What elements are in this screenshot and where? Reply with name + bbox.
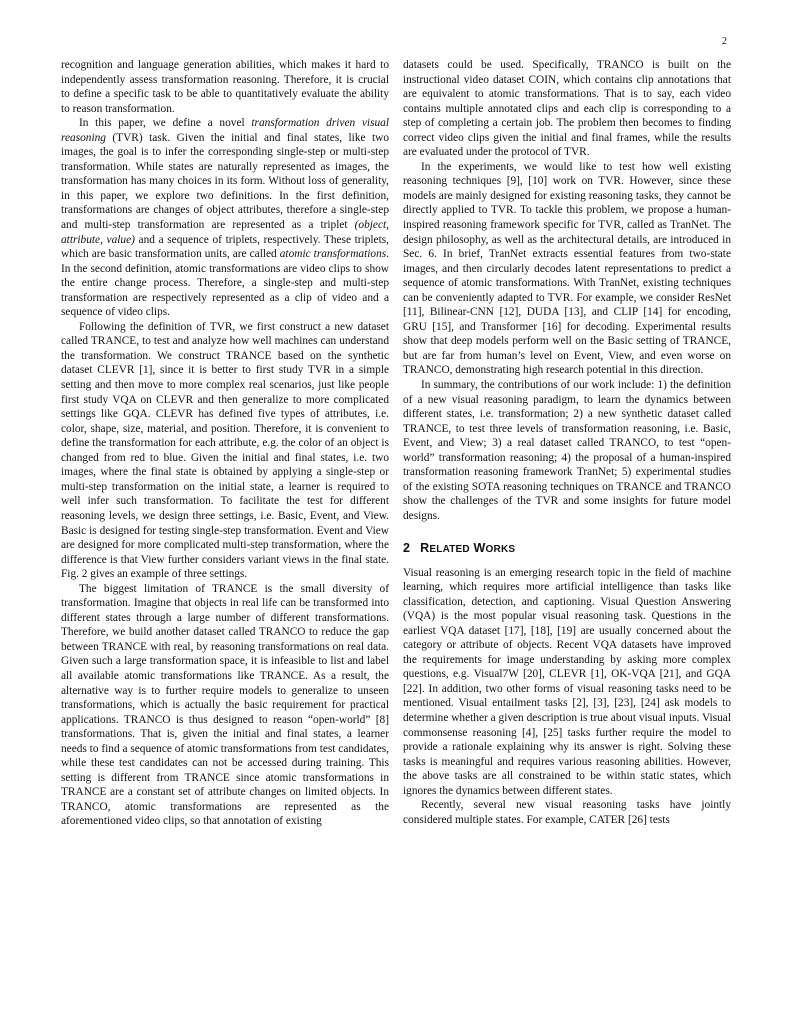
emphasis: atomic transformations [279,248,387,261]
page-number: 2 [722,36,727,47]
right-column [403,58,731,827]
paragraph: In the experiments, we would like to test how well existing reasoning techniques [9], [10] work on TVR. However, since these models are mainly designed for existing reasoning tasks, they cannot be directly applied to TVR. To tackle this problem, we propose a human-inspired reasoning framework specific for TVR, called as TranNet. The design philosophy, as well as the architectural details, are introduced in Sec. 6. In brief, TranNet extracts essential features from two-state images, and then circularly decodes latent representations to predict a sequence of atomic transformations. With TranNet, existing techniques can be conveniently adapted to TVR. For example, we consider ResNet [11], Bilinear-CNN [12], DUDA [13], and CLIP [14] for encoding, GRU [15], and Transformer [16] for decoding. Experimental results show that deep models perform well on the Basic setting of TRANCE, but are far from human’s level on Event, View, and even worse on TRANCO, demonstrating high research potential in this direction. [403,160,731,377]
paragraph-tvr-definition: In this paper, we define a novel transformation driven visual reasoning (TVR) task. Given the initial and final states, like two images, the goal is to infer the corresponding single-step or multi-step transformation. While states are naturally represented as images, the transformation has many choices in its form. Without loss of generality, in this paper, we explore two definitions. In the first definition, transformations are changes of object attributes, therefore a single-step and multi-step transformation are represented as a triplet (object, attribute, value) and a sequence of triplets, respectively. These triplets, which are basic transformation units, are called atomic transformations. In the second definition, atomic transformations are video clips to show the entire change process. Therefore, a single-step and multi-step transformation are respectively represented as a clip of video and a sequence of video clips. [61,117,389,319]
paragraph: The biggest limitation of TRANCE is the small diversity of transformation. Imagine that objects in real life can be transformed into different states through a large number of different transformations. Therefore, we build another dataset called TRANCO to reduce the gap between TRANCE with real, by reasoning transformations on real data. Given such a large transformation space, it is infeasible to list and label all available atomic transformations like TRANCE. As a result, the alternative way is to further require models to generalize to unseen transformations, which is actually the basic requirement for practical applications. TRANCO is thus designed to reason “open-world” [8] transformations. That is, given the initial and final states, a learner needs to find a sequence of atomic transformations from test candidates, while these test candidates can not be accessed during training. This setting is different from TRANCE since atomic transformations in TRANCE are a constant set of attribute changes on limited objects. In TRANCO, atomic transformations are represented as the aforementioned video clips, so that annotation of existing [61,582,389,828]
paragraph: datasets could be used. Specifically, TRANCO is built on the instructional video dataset COIN, which contains clip annotations that are equivalent to atomic transformations. That is to say, each video contains multiple annotated clips and each clip is corresponding to a step of completing a certain job. The problem then becomes to finding correct video clips given the initial and final frames, while the results are evaluated under the protocol of TVR. [403,59,731,159]
left-column [61,58,389,829]
paragraph: In summary, the contributions of our work include: 1) the definition of a new visual reasoning paradigm, to learn the dynamics between different states, i.e. transformation; 2) a new synthetic dataset called TRANCE, to test three levels of transformation reasoning, i.e. Basic, Event, and View; 3) a real dataset called TRANCO, to test “open-world” transformation reasoning; 4) the proposal of a human-inspired transformation reasoning framework TranNet; 5) experimental studies of the existing SOTA reasoning techniques on TRANCE and TRANCO show the challenges of the TVR and some insights for future model designs. [403,379,731,522]
paragraph: Recently, several new visual reasoning tasks have jointly considered multiple states. For example, CATER [26] tests [403,799,731,826]
emphasis: (object, attribute, value) [61,219,389,246]
paragraph: Visual reasoning is an emerging research topic in the field of machine learning, which requires more artificial intelligence than tasks like classification, detection, and captioning. Visual Question Answering (VQA) is the most popular visual reasoning task. Questions in the earliest VQA dataset [17], [18], [19] are usually concerned about the category or attribute of objects. Recent VQA datasets have improved the requirements for image understanding by asking more complex questions, e.g. Visual7W [20], CLEVR [1], OK-VQA [21], and GQA [22]. In addition, two other forms of visual reasoning tasks need to be mentioned. Visual entailment tasks [2], [3], [23], [24] ask models to determine whether a given description is true about visual inputs. Visual commonsense reasoning [4], [25] tasks further require the model to provide a rationale explaining why its answer is right. Solving these tasks is meaningful and requires various reasoning abilities. However, the above tasks are all constrained to be within static states, which ignores the dynamics between different states. [403,566,731,797]
paragraph: recognition and language generation abilities, which makes it hard to independently assess transformation reasoning. Therefore, it is crucial to define a specific task to be able to quantitatively evaluate the ability to reason transformation. [61,59,389,115]
paragraph: Following the definition of TVR, we first construct a new dataset called TRANCE, to test and analyze how well machines can understand the transformation. We construct TRANCE based on the synthetic dataset CLEVR [1], since it is better to first study TVR in a simple setting and then move to more complex real scenarios, just like people first study VQA on CLEVR and then generalize to more complicated settings like GQA. CLEVR has defined five types of attributes, i.e. color, shape, size, material, and position. Therefore, it is convenient to define the transformation for each attribute, e.g. the color of an object is changed from red to blue. Given the initial and final states, i.e. two images, where the final state is obtained by applying a single-step or multi-step transformation on the initial state, a learner is required to well infer such transformation. To facilitate the test for different reasoning levels, we design three settings, i.e. Basic, Event, and View. Basic is designed for testing single-step transformation. Event and View are designed for more complicated multi-step transformation, where the difference is that View further considers variant views in the final state. Fig. 2 gives an example of three settings. [61,320,389,581]
section-heading-related-works: 2 RELATED WORKS [403,540,516,555]
emphasis: transformation driven visual reasoning [61,117,389,144]
